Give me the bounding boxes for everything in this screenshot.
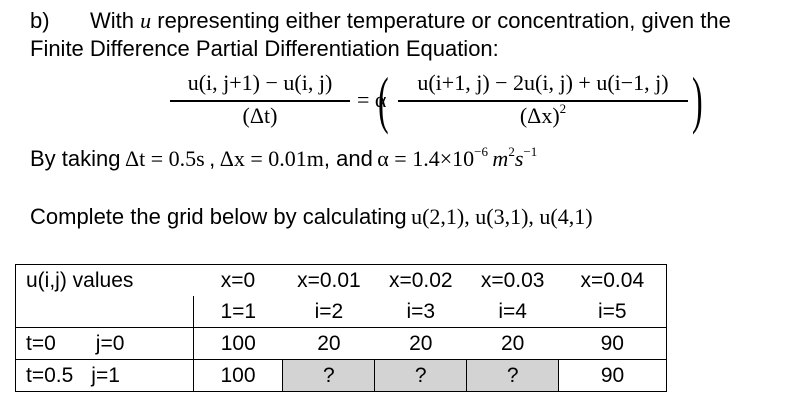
delta-x: Δx = 0.01m: [219, 146, 324, 171]
given-line: [30, 146, 537, 172]
intro-text: With: [90, 8, 134, 33]
values-grid: [15, 264, 667, 392]
given-prefix: By taking: [30, 146, 121, 171]
x-header-5: x=0.04: [559, 265, 667, 297]
intro-variable: u: [140, 8, 152, 33]
unit-m-exponent: 2: [508, 144, 515, 159]
i-header-5: i=5: [559, 296, 667, 328]
rhs-den-text: (Δx): [519, 103, 560, 128]
answer-cell-u-3-1[interactable]: ?: [375, 360, 467, 392]
intro-line-1: [90, 8, 731, 34]
part-label: b): [30, 8, 50, 33]
right-paren: ): [692, 64, 703, 135]
lhs-denominator: (Δt): [242, 103, 278, 128]
row-j-label: j=0: [95, 332, 125, 355]
x-header-2: x=0.01: [297, 269, 361, 292]
rhs-fraction-bar: [398, 100, 688, 102]
cell-u-4-0: 20: [500, 332, 525, 355]
i-header-3: i=3: [406, 300, 436, 323]
row-label-t0: [16, 328, 194, 360]
row-t-label: t=0.5: [26, 364, 74, 387]
unit-m: m: [492, 146, 509, 171]
rhs-denominator: [398, 103, 688, 129]
delta-t: Δt = 0.5s: [124, 146, 205, 171]
row-t-label: t=0: [26, 332, 56, 355]
answer-cell-u-4-1[interactable]: ?: [467, 360, 559, 392]
cell-u-1-1: 100: [193, 360, 283, 392]
unit-s-exponent: −1: [523, 144, 538, 159]
lhs-numerator: u(i, j+1) − u(i, j): [187, 70, 333, 95]
given-sep-1: ,: [209, 146, 216, 171]
grid-header-empty: [16, 296, 194, 328]
left-paren: (: [378, 64, 389, 135]
cell-u-2-0: 20: [317, 332, 341, 355]
intro-line-2: Finite Difference Partial Differentiation Equation:: [30, 36, 499, 61]
cell-u-1-0: 100: [220, 332, 256, 355]
x-header-1: x=0: [220, 269, 256, 292]
cell-u-3-0: 20: [409, 332, 433, 355]
intro-text-rest: representing either temperature or concentration, given the: [157, 8, 731, 33]
task-line: [30, 204, 593, 230]
x-header-3: x=0.02: [388, 269, 453, 292]
lhs-fraction-bar: [170, 100, 350, 102]
row-label-t05: [16, 360, 194, 392]
equals-alpha: = α: [357, 87, 387, 112]
task-targets: u(2,1), u(3,1), u(4,1): [411, 204, 593, 229]
row-j-label: j=1: [91, 364, 120, 387]
alpha-value: α = 1.4×10: [377, 146, 475, 171]
grid-header-label: u(i,j) values: [16, 265, 194, 297]
alpha-exponent: −6: [474, 144, 488, 159]
i-header-4: i=4: [498, 300, 527, 323]
rhs-numerator: u(i+1, j) − 2u(i, j) + u(i−1, j): [417, 70, 669, 95]
unit-s: s: [514, 146, 524, 171]
x-header-4: x=0.03: [480, 269, 545, 292]
task-text: Complete the grid below by calculating: [30, 204, 407, 229]
rhs-den-exponent: 2: [559, 101, 567, 116]
cell-u-5-1: 90: [559, 360, 667, 392]
i-header-1: 1=1: [220, 300, 257, 323]
answer-cell-u-2-1[interactable]: ?: [283, 360, 375, 392]
cell-u-5-0: 90: [559, 328, 667, 360]
i-header-2: i=2: [314, 300, 344, 323]
given-sep-2: , and: [323, 146, 373, 171]
